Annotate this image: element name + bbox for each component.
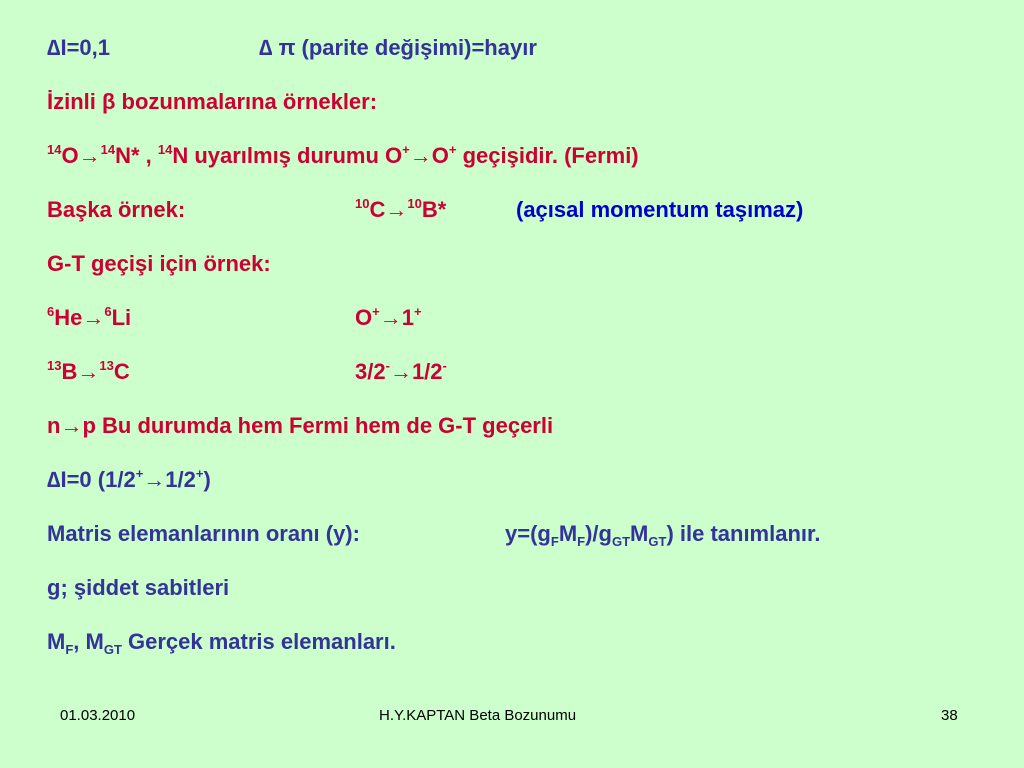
coupling-text: g; şiddet sabitleri [47, 575, 230, 600]
line-allowed-beta [47, 89, 377, 115]
formula-part: , M [73, 629, 104, 654]
fermi-text: geçişidir. (Fermi) [456, 143, 639, 168]
state: 1 [401, 305, 414, 330]
state: 1/2 [165, 467, 196, 492]
line-neutron-proton [47, 413, 553, 439]
ratio-label: Matris elemanlarının oranı (y): [47, 521, 360, 546]
mass-number: 14 [47, 142, 62, 157]
arrow-icon: → [77, 359, 100, 384]
other-example-label: Başka örnek: [47, 197, 186, 222]
subscript: F [577, 534, 586, 549]
arrow-icon: → [78, 143, 101, 168]
mass-number: 14 [100, 142, 116, 157]
state: O [355, 305, 373, 330]
arrow-icon: → [379, 305, 402, 330]
subscript: F [65, 642, 74, 657]
arrow-icon: → [389, 359, 412, 384]
excited-state-text: N uyarılmış durumu O [172, 143, 403, 168]
element: N* , [115, 143, 158, 168]
mass-number: 6 [47, 304, 55, 319]
state: 3/2 [355, 359, 386, 384]
mass-number: 10 [355, 196, 370, 211]
footer-date: 01.03.2010 [60, 707, 136, 724]
mass-number: 6 [104, 304, 112, 319]
delta-symbol: ∆ [47, 467, 61, 492]
line-delta-i-zero [47, 467, 211, 493]
line-delta-i [47, 35, 537, 61]
mass-number: 13 [99, 358, 114, 373]
subscript: GT [103, 642, 122, 657]
parity: - [442, 358, 447, 373]
paren: ) [203, 467, 211, 492]
arrow-icon: → [60, 413, 83, 438]
line-boron-transition [47, 358, 447, 385]
formula-part: ) ile tanımlanır. [666, 521, 821, 546]
real-matrix-text: Gerçek matris elemanları. [121, 629, 396, 654]
arrow-icon: → [143, 467, 166, 492]
particle: n [47, 413, 61, 438]
subscript: GT [611, 534, 631, 549]
footer-title: H.Y.KAPTAN Beta Bozunumu [379, 707, 577, 724]
formula-part: y=(g [505, 521, 551, 546]
spin-transition [355, 359, 447, 385]
formula-part: M [558, 521, 578, 546]
arrow-icon: → [82, 305, 105, 330]
arrow-icon: → [409, 143, 432, 168]
state: I=0 (1/2 [60, 467, 136, 492]
line-coupling-constants [47, 575, 229, 601]
line-matrix-elements [47, 629, 396, 655]
line-oxygen-transition [47, 143, 639, 169]
gt-example-label: G-T geçişi için örnek: [47, 251, 271, 276]
line-gt-example [47, 251, 271, 277]
formula-part: )/g [585, 521, 612, 546]
carbon-boron-transition [355, 197, 446, 223]
element: B* [421, 197, 447, 222]
ratio-formula [505, 521, 820, 547]
element: C [113, 359, 130, 384]
arrow-icon: → [385, 197, 408, 222]
line-matrix-ratio [47, 521, 821, 549]
element: B [61, 359, 78, 384]
angular-momentum-note: (açısal momentum taşımaz) [516, 197, 804, 222]
state: O [431, 143, 449, 168]
examples-text: bozunmalarına örnekler: [115, 89, 378, 114]
formula-part: M [630, 521, 649, 546]
parity: - [385, 358, 390, 373]
parity-change: ∆ π (parite değişimi)=hayır [259, 35, 537, 60]
both-text: p Bu durumda hem Fermi hem de G-T geçerli [82, 413, 554, 438]
mass-number: 13 [47, 358, 62, 373]
slide-number: 38 [941, 707, 958, 724]
parity: + [413, 304, 422, 319]
parity: + [402, 142, 410, 157]
delta-i-value: I=0,1 [60, 35, 111, 60]
delta-symbol: ∆ [47, 35, 61, 60]
formula-part: M [47, 629, 66, 654]
element: He [54, 305, 83, 330]
line-helium-transition [47, 304, 422, 331]
element: O [61, 143, 79, 168]
mass-number: 14 [157, 142, 173, 157]
parity: + [372, 304, 380, 319]
spin-transition [355, 305, 422, 331]
element: Li [111, 305, 132, 330]
state: 1/2 [411, 359, 443, 384]
allowed-text: İzinli [47, 89, 102, 114]
parity: + [195, 466, 204, 481]
beta-symbol: β [102, 89, 116, 114]
mass-number: 10 [407, 196, 422, 211]
element: C [369, 197, 386, 222]
parity: + [135, 466, 144, 481]
parity: + [448, 142, 457, 157]
subscript: GT [648, 534, 667, 549]
line-other-example [47, 196, 804, 223]
subscript: F [550, 534, 559, 549]
